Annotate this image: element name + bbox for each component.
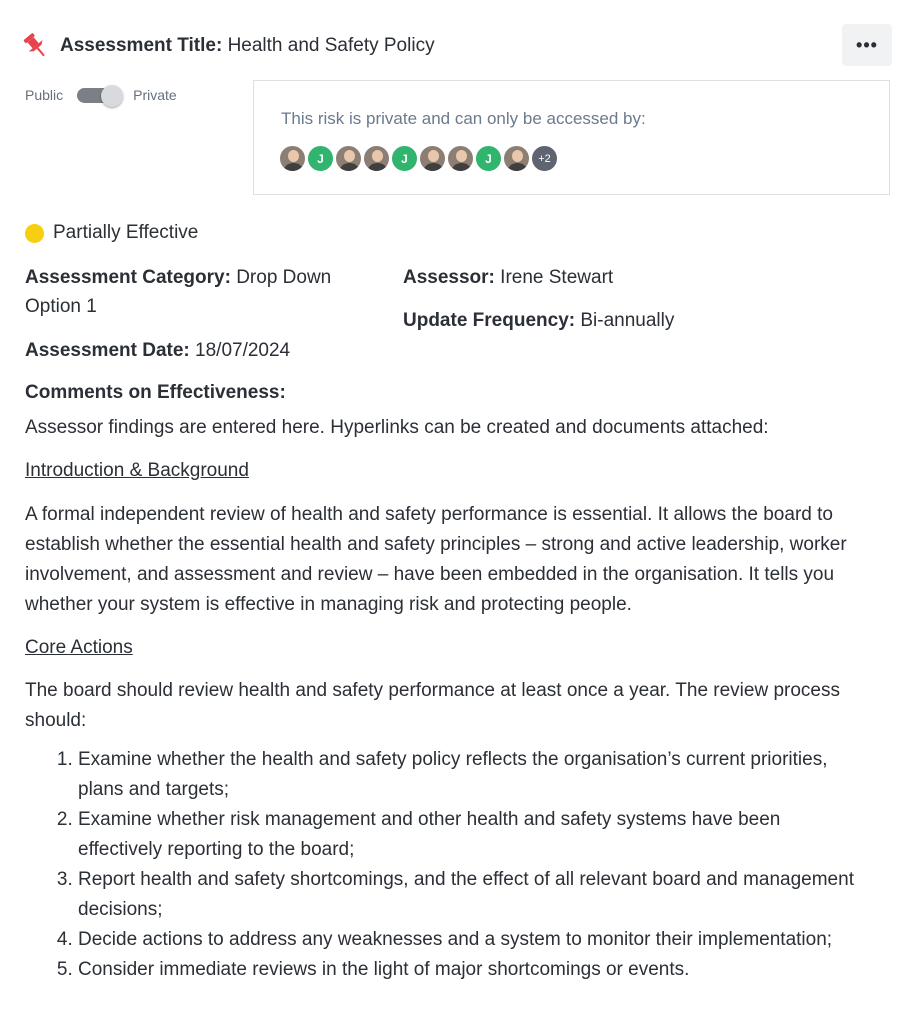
- paragraph-line: The board should review health and safety performance at least once a year. The review process: [25, 680, 840, 701]
- paragraph-line: establish whether the essential health and safety principles – strong and active leadership, worker: [25, 534, 847, 555]
- assessment-header: [20, 28, 892, 64]
- user-avatar[interactable]: [362, 144, 391, 173]
- avatar-head: [456, 150, 467, 162]
- status-dot-icon: [25, 224, 44, 243]
- paragraph-line: whether your system is effective in managing risk and protecting people.: [25, 594, 632, 615]
- core-actions-link-text[interactable]: Core Actions: [25, 637, 133, 658]
- assessor-label: Assessor:: [403, 267, 495, 288]
- title-value: Health and Safety Policy: [227, 35, 435, 56]
- date-label: Assessment Date:: [25, 340, 190, 361]
- assessor-value: Irene Stewart: [500, 267, 614, 288]
- privacy-toggle-row: [25, 84, 177, 106]
- avatar-head: [372, 150, 383, 162]
- user-avatar-initial[interactable]: J: [390, 144, 419, 173]
- avatar-body: [423, 163, 444, 173]
- assessment-date-field: [25, 336, 290, 365]
- core-actions-link[interactable]: [25, 633, 133, 663]
- frequency-label: Update Frequency:: [403, 310, 576, 331]
- avatar-body: [367, 163, 388, 173]
- introduction-paragraph: [25, 500, 895, 620]
- list-item-line: Consider immediate reviews in the light of major shortcomings or events.: [78, 959, 690, 980]
- list-item: [78, 955, 914, 985]
- user-avatar-initial[interactable]: J: [474, 144, 503, 173]
- privacy-toggle[interactable]: [77, 85, 121, 105]
- assessment-category-field: [25, 263, 365, 321]
- avatar-head: [288, 150, 299, 162]
- assessment-title: [60, 35, 435, 57]
- avatar-body: [283, 163, 304, 173]
- private-label: Private: [133, 87, 177, 103]
- avatar-head: [428, 150, 439, 162]
- avatar-body: [451, 163, 472, 173]
- more-options-button[interactable]: [842, 24, 892, 66]
- avatar-head: [512, 150, 523, 162]
- list-item-line: Decide actions to address any weaknesses and a system to monitor their implementation;: [78, 929, 833, 950]
- update-frequency-field: [403, 306, 674, 335]
- user-avatar[interactable]: [502, 144, 531, 173]
- frequency-value: Bi-annually: [580, 310, 675, 331]
- avatar-body: [507, 163, 528, 173]
- list-item: [78, 925, 914, 955]
- introduction-link[interactable]: [25, 456, 249, 486]
- assessor-field: [403, 263, 613, 292]
- access-description: This risk is private and can only be accessed by:: [281, 109, 646, 128]
- date-value: 18/07/2024: [195, 340, 291, 361]
- user-avatar[interactable]: [334, 144, 363, 173]
- list-item: [78, 865, 914, 925]
- user-avatar[interactable]: [278, 144, 307, 173]
- review-actions-list: [40, 745, 914, 985]
- user-avatar[interactable]: [418, 144, 447, 173]
- paragraph-line: involvement, and assessment and review – have been embedded in the organisation. It tells you: [25, 564, 835, 585]
- more-users-badge[interactable]: +2: [530, 144, 559, 173]
- category-label: Assessment Category:: [25, 267, 231, 288]
- comments-intro: Assessor findings are entered here. Hyperlinks can be created and documents attached:: [25, 417, 769, 438]
- list-item-line: plans and targets;: [78, 779, 230, 800]
- introduction-link-text[interactable]: Introduction & Background: [25, 460, 249, 481]
- list-item: [78, 805, 914, 865]
- avatar-body: [339, 163, 360, 173]
- list-item: [78, 745, 914, 805]
- pin-icon: [20, 31, 50, 59]
- list-item-line: Examine whether the health and safety policy reflects the organisation’s current priorities,: [78, 749, 828, 770]
- category-value: Drop Down: [236, 267, 332, 288]
- category-value-continued: Option 1: [25, 296, 97, 317]
- title-label: Assessment Title:: [60, 35, 223, 56]
- avatar-head: [344, 150, 355, 162]
- list-item-line: Examine whether risk management and other health and safety systems have been: [78, 809, 781, 830]
- comments-heading: Comments on Effectiveness:: [25, 382, 286, 403]
- user-avatar[interactable]: [446, 144, 475, 173]
- core-actions-paragraph: [25, 676, 895, 736]
- effectiveness-status: [25, 222, 198, 244]
- private-access-panel: [253, 80, 890, 195]
- paragraph-line: should:: [25, 710, 87, 731]
- list-item-line: decisions;: [78, 899, 163, 920]
- more-options-icon: •••: [856, 34, 878, 55]
- status-label: Partially Effective: [53, 222, 199, 243]
- list-item-line: effectively reporting to the board;: [78, 839, 355, 860]
- list-item-line: Report health and safety shortcomings, and the effect of all relevant board and management: [78, 869, 854, 890]
- public-label: Public: [25, 87, 64, 103]
- paragraph-line: A formal independent review of health and safety performance is essential. It allows the board to: [25, 504, 833, 525]
- user-avatar-initial[interactable]: J: [306, 144, 335, 173]
- toggle-knob: [101, 85, 123, 107]
